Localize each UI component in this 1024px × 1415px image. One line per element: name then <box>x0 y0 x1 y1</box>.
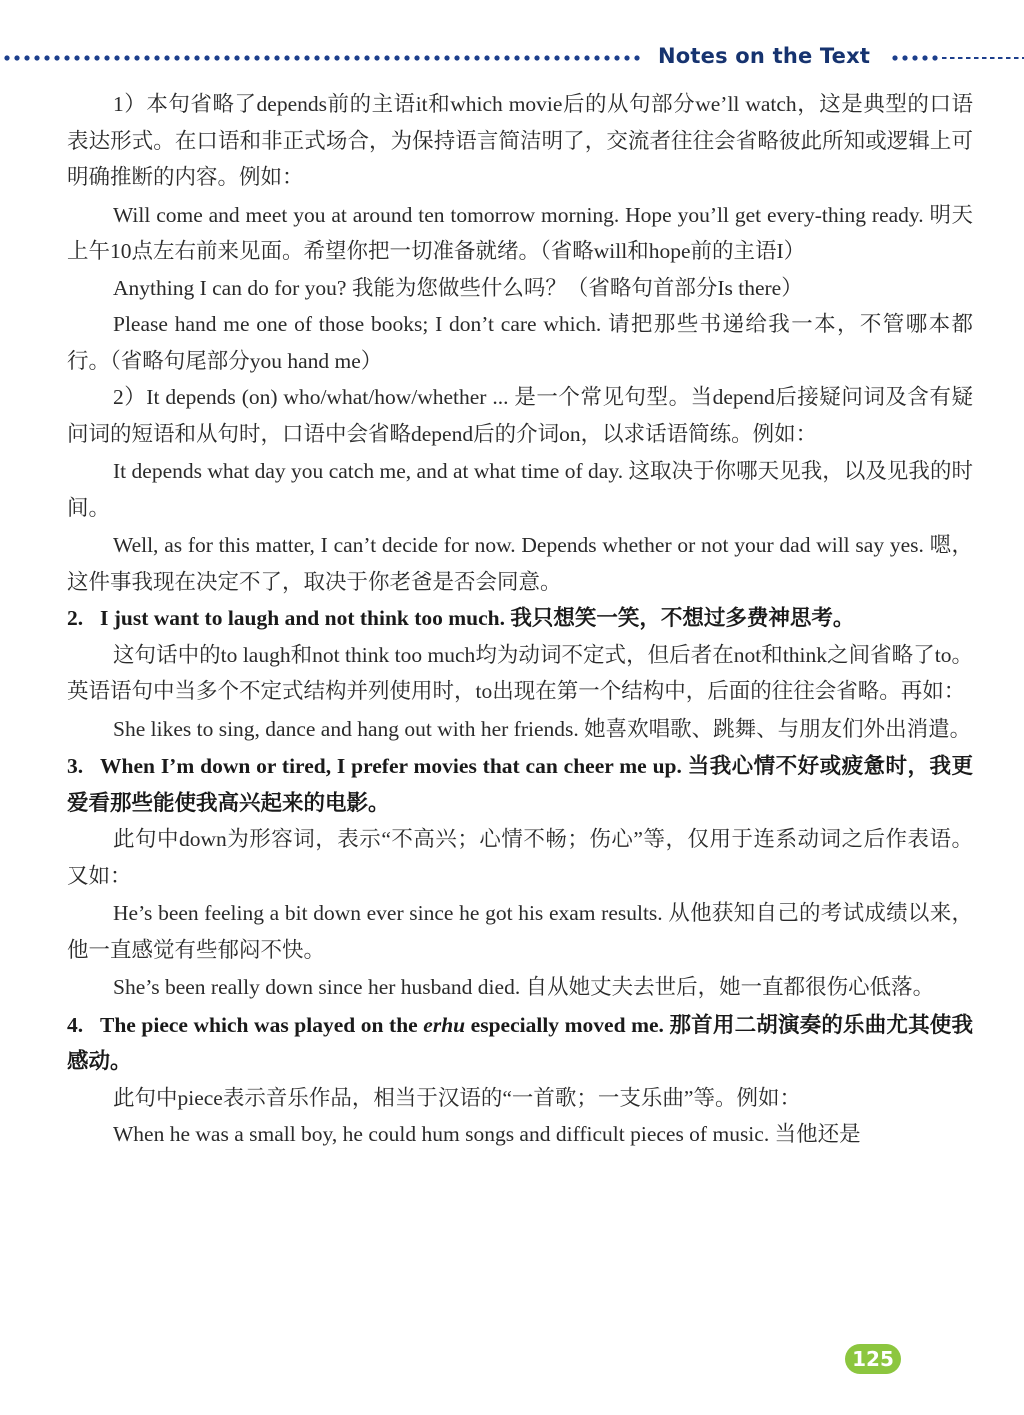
note-paragraph: 2）It depends (on) who/what/how/whether ... 是一个常见句型。当depend后接疑问词及含有疑问词的短语和从句时，口语中会省略depend后的介词on，以求话语简练。例如： <box>67 385 973 446</box>
header-dashed-rule-right <box>942 57 1024 59</box>
note-heading-italic-word: erhu <box>423 1012 466 1037</box>
note-number: 2. <box>67 606 84 630</box>
example-sentence: She’s been really down since her husband died. 自从她丈夫去世后，她一直都很伤心低落。 <box>113 975 935 999</box>
note-paragraph: 此句中down为形容词，表示“不高兴；心情不畅；伤心”等，仅用于连系动词之后作表语。又如： <box>67 827 973 888</box>
note-heading-text: When I’m down or tired, I prefer movies that can cheer me up. 当我心情不好或疲惫时，我更爱看那些能使我高兴起来的电影。 <box>67 754 973 815</box>
page-header <box>0 38 1024 82</box>
example-sentence: It depends what day you catch me, and at what time of day. 这取决于你哪天见我，以及见我的时间。 <box>67 459 973 520</box>
note-number: 4. <box>67 1012 84 1037</box>
note-paragraph: 此句中piece表示音乐作品，相当于汉语的“一首歌；一支乐曲”等。例如： <box>113 1085 801 1110</box>
note-heading-text-b: especially moved me. 那首用二胡演奏的乐曲尤其使我感动。 <box>67 1012 973 1073</box>
note-heading <box>67 1007 973 1080</box>
note-paragraph: 这句话中的to laugh和not think too much均为动词不定式，但后者在not和think之间省略了to。英语语句中当多个不定式结构并列使用时，to出现在第一个结构中，后面的往往会省略。再如： <box>67 642 973 703</box>
header-dotted-rule-right <box>890 54 938 62</box>
note-heading-text-a: The piece which was played on the <box>100 1012 424 1037</box>
example-sentence: Please hand me one of those books; I don’t care which. 请把那些书递给我一本，不管哪本都行。（省略句尾部分you hand me） <box>67 312 973 373</box>
notes-body <box>67 86 973 1153</box>
example-sentence: She likes to sing, dance and hang out with her friends. 她喜欢唱歌、跳舞、与朋友们外出消遣。 <box>113 716 972 741</box>
note-number: 3. <box>67 754 84 778</box>
note-heading-text: I just want to laugh and not think too much. 我只想笑一笑，不想过多费神思考。 <box>100 606 855 630</box>
example-sentence: Will come and meet you at around ten tomorrow morning. Hope you’ll get every-thing ready. 明天上午10点左右前来见面。希望你把一切准备就绪。（省略will和hope前的主语I） <box>67 202 973 263</box>
section-title: Notes on the Text <box>658 44 871 68</box>
note-heading <box>67 748 973 821</box>
note-paragraph: 1）本句省略了depends前的主语it和which movie后的从句部分we’ll watch，这是典型的口语表达形式。在口语和非正式场合，为保持语言简洁明了，交流者往往会省略彼此所知或逻辑上可明确推断的内容。例如： <box>67 92 973 189</box>
page-number-badge: 125 <box>845 1344 901 1374</box>
example-sentence: Well, as for this matter, I can’t decide for now. Depends whether or not your dad will say yes. 嗯，这件事我现在决定不了，取决于你老爸是否会同意。 <box>67 533 973 594</box>
header-dotted-rule-left <box>2 54 642 62</box>
example-sentence: When he was a small boy, he could hum songs and difficult pieces of music. 当他还是 <box>113 1122 861 1146</box>
example-sentence: He’s been feeling a bit down ever since he got his exam results. 从他获知自己的考试成绩以来，他一直感觉有些郁闷不快。 <box>67 901 973 962</box>
note-heading <box>67 600 973 637</box>
example-sentence: Anything I can do for you? 我能为您做些什么吗？（省略句首部分Is there） <box>113 275 803 300</box>
